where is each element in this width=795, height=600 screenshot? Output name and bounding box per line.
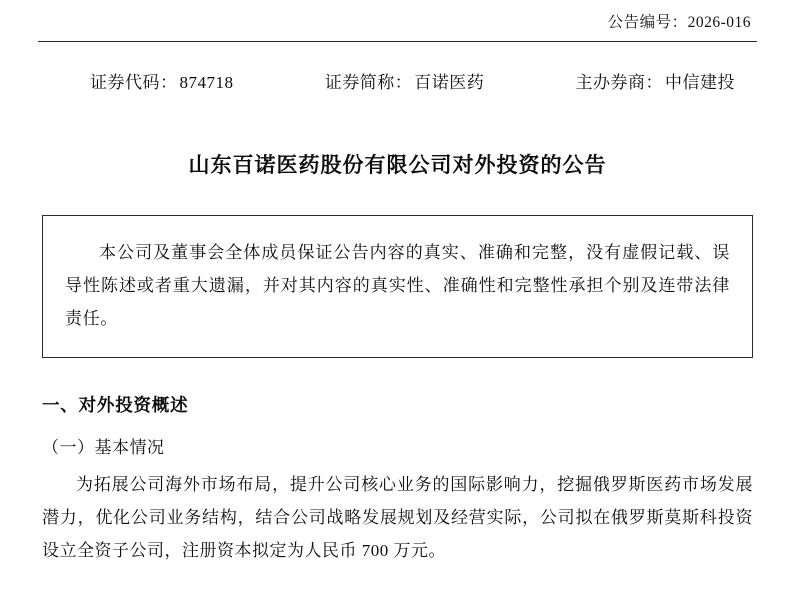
security-code-label: 证券代码：	[90, 73, 178, 92]
disclaimer-text: 本公司及董事会全体成员保证公告内容的真实、准确和完整，没有虚假记载、误导性陈述或者重大遗漏，并对其内容的真实性、准确性和完整性承担个别及连带法律责任。	[65, 243, 730, 328]
security-name	[325, 68, 485, 93]
document-header-row	[38, 42, 757, 93]
section-heading-one: 一、对外投资概述	[42, 395, 189, 415]
page-title: 山东百诺医药股份有限公司对外投资的公告	[188, 153, 607, 177]
subsection-heading-basic-info: （一）基本情况	[42, 438, 165, 457]
sponsor-value: 中信建投	[665, 73, 735, 92]
security-name-value: 百诺医药	[414, 73, 485, 92]
security-code	[90, 68, 234, 93]
announcement-number: 公告编号：2026-016	[607, 14, 751, 31]
section-one-paragraph: 为拓展公司海外市场布局，提升公司核心业务的国际影响力，挖掘俄罗斯医药市场发展潜力，优化公司业务结构，结合公司战略发展规划及经营实际，公司拟在俄罗斯莫斯科投资设立全资子公司，注册资本拟定为人民币 700 万元。	[42, 475, 753, 560]
security-name-label: 证券简称：	[324, 73, 413, 92]
sponsor-broker	[576, 68, 736, 93]
disclaimer-box	[42, 215, 753, 358]
security-code-value: 874718	[179, 73, 234, 92]
sponsor-label: 主办券商：	[575, 73, 663, 92]
